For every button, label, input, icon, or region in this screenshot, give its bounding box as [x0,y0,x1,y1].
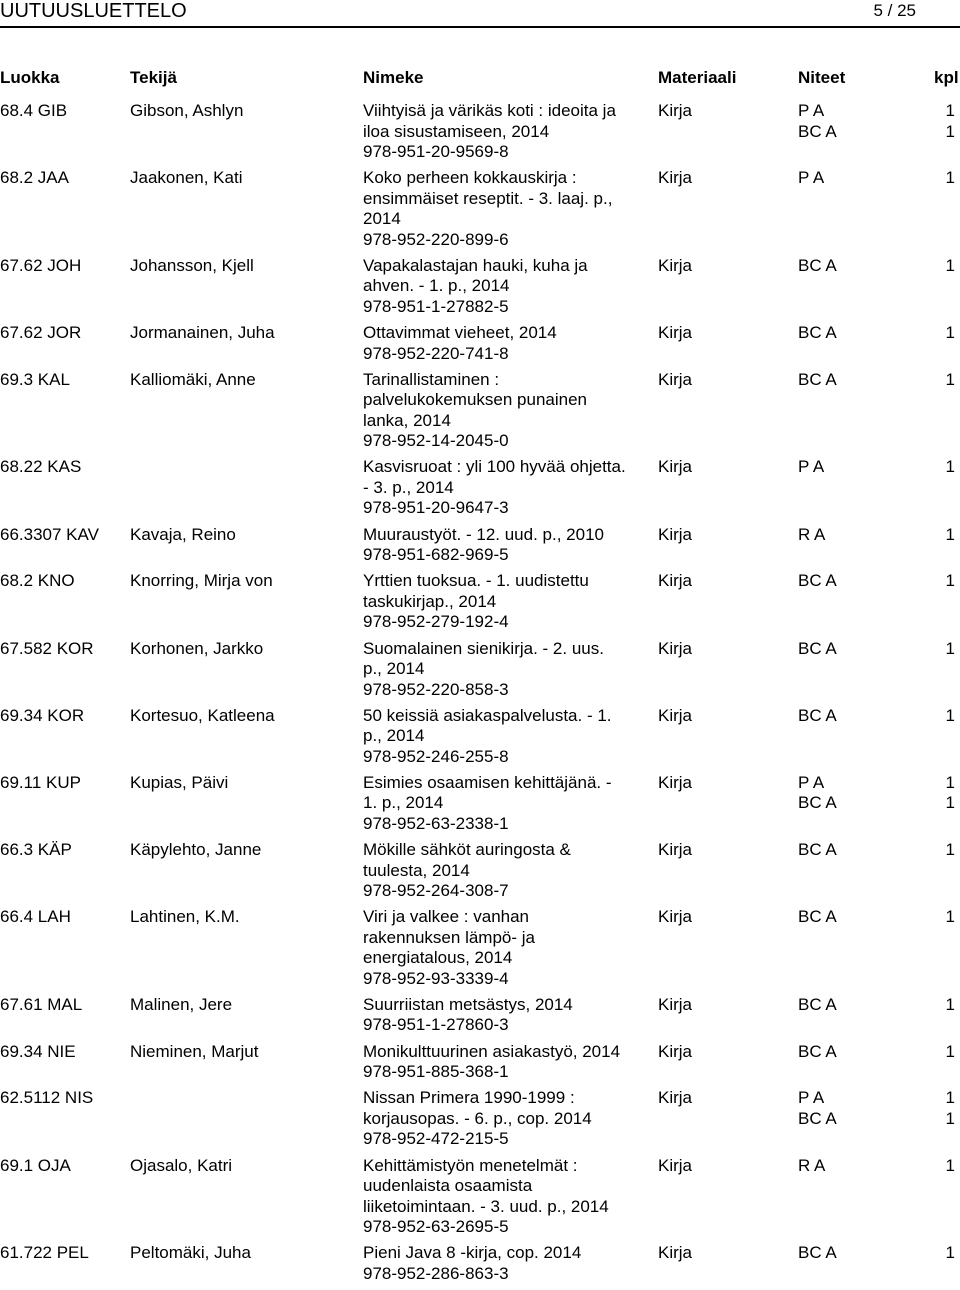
title-line: tuulesta, 2014 [363,860,470,880]
author: Malinen, Jere [130,994,233,1014]
title-line: Koko perheen kokkauskirja : [363,168,577,188]
class-code: 66.3 KÄP [0,840,72,860]
copies-location [798,840,938,861]
author: Ojasalo, Katri [130,1155,233,1175]
copy-count [935,1156,955,1177]
count-value: 1 [945,1155,955,1175]
material: Kirja [658,705,693,725]
copy-count [935,1088,955,1129]
location-code: BC A [798,1108,837,1128]
material: Kirja [658,323,693,343]
location-code: BC A [798,571,837,591]
location-code: BC A [798,1243,837,1263]
catalog-row [0,1088,960,1155]
document-title: UUTUUSLUETTELO [0,0,187,22]
author: Johansson, Kjell [130,255,254,275]
title [363,1156,648,1238]
material: Kirja [658,1041,693,1061]
author: Korhonen, Jarkko [130,638,264,658]
class-code: 68.22 KAS [0,457,82,477]
class-code: 69.11 KUP [0,772,81,792]
title-line: 50 keissiä asiakaspalvelusta. - 1. [363,705,612,725]
catalog-row [0,773,960,840]
material: Kirja [658,638,693,658]
title [363,525,648,566]
title-line: Esimies osaamisen kehittäjänä. - [363,772,612,792]
isbn: 978-952-264-308-7 [363,881,509,901]
location-code: P A [798,1088,825,1108]
isbn: 978-951-1-27860-3 [363,1015,509,1035]
copy-count [935,525,955,546]
title-line: Viri ja valkee : vanhan [363,907,530,927]
title [363,457,648,519]
count-value: 1 [945,1108,955,1128]
isbn: 978-952-472-215-5 [363,1129,509,1149]
author: Kalliomäki, Anne [130,369,256,389]
copy-count [935,323,955,344]
material: Kirja [658,101,693,120]
author: Kortesuo, Katleena [130,705,275,725]
title-line: 1. p., 2014 [363,793,444,813]
copy-count [935,706,955,727]
isbn: 978-952-14-2045-0 [363,431,509,451]
author: Jormanainen, Juha [130,323,275,343]
page-number: 5 / 25 [873,1,916,20]
location-code: BC A [798,840,837,860]
title-line: uudenlaista osaamista [363,1176,533,1195]
material: Kirja [658,255,693,275]
title [363,840,648,902]
material: Kirja [658,168,693,188]
catalog-row [0,525,960,572]
author: Käpylehto, Janne [130,840,262,860]
title [363,1042,648,1083]
isbn: 978-952-220-858-3 [363,679,509,699]
copy-count [935,840,955,861]
catalog-row [0,706,960,773]
title-line: lanka, 2014 [363,410,451,430]
material: Kirja [658,369,693,389]
count-value: 1 [945,369,955,389]
copy-count [935,571,955,592]
count-value: 1 [945,705,955,725]
column-header-nimeke: Nimeke [363,68,424,87]
isbn: 978-951-682-969-5 [363,545,509,565]
copies-location [798,457,938,478]
catalog-row [0,256,960,323]
copy-count [935,457,955,478]
catalog-list [0,101,960,1290]
class-code: 69.34 KOR [0,705,85,725]
class-code: 67.62 JOR [0,323,82,343]
material: Kirja [658,772,693,792]
title-line: ensimmäiset reseptit. - 3. laaj. p., [363,188,613,208]
title [363,773,648,835]
location-code: P A [798,168,825,188]
title-line: Nissan Primera 1990-1999 : [363,1088,575,1108]
title-line: palvelukokemuksen punainen [363,390,587,410]
location-code: P A [798,101,825,120]
count-value: 1 [945,793,955,813]
copies-location [798,639,938,660]
title-line: Vapakalastajan hauki, kuha ja [363,255,588,275]
location-code: R A [798,524,826,544]
copy-count [935,995,955,1016]
title-line: Viihtyisä ja värikäs koti : ideoita ja [363,101,616,120]
column-header-niteet: Niteet [798,68,846,87]
isbn: 978-952-220-899-6 [363,229,509,249]
isbn: 978-951-20-9647-3 [363,498,509,518]
author: Nieminen, Marjut [130,1041,259,1061]
title-line: - 3. p., 2014 [363,477,454,497]
title-line: iloa sisustamiseen, 2014 [363,121,550,141]
title-line: p., 2014 [363,659,425,678]
class-code: 67.62 JOH [0,255,82,275]
count-value: 1 [945,571,955,591]
column-header-materiaali: Materiaali [658,68,737,87]
count-value: 1 [945,1243,955,1263]
catalog-row [0,1243,960,1290]
title-line: Muuraustyöt. - 12. uud. p., 2010 [363,524,604,544]
class-code: 67.61 MAL [0,994,83,1014]
catalog-row [0,639,960,706]
isbn: 978-952-220-741-8 [363,343,509,363]
title-line: Yrttien tuoksua. - 1. uudistettu [363,571,589,591]
material: Kirja [658,1088,693,1108]
copies-location [798,1042,938,1063]
title-line: Suomalainen sienikirja. - 2. uus. [363,638,604,658]
class-code: 62.5112 NIS [0,1088,94,1108]
title-line: korjausopas. - 6. p., cop. 2014 [363,1108,592,1128]
class-code: 67.582 KOR [0,638,94,658]
isbn: 978-951-885-368-1 [363,1062,509,1082]
material: Kirja [658,1155,693,1175]
count-value: 1 [945,168,955,188]
title [363,1243,648,1284]
copies-location [798,571,938,592]
location-code: BC A [798,255,837,275]
title [363,370,648,452]
catalog-row [0,1042,960,1089]
header-rule [0,26,960,28]
copies-location [798,256,938,277]
author: Gibson, Ashlyn [130,101,244,120]
title-line: Monikulttuurinen asiakastyö, 2014 [363,1041,621,1061]
class-code: 68.4 GIB [0,101,68,120]
title-line: rakennuksen lämpö- ja [363,927,535,947]
copies-location [798,1156,938,1177]
material: Kirja [658,571,693,591]
location-code: BC A [798,1041,837,1061]
copy-count [935,1243,955,1264]
material: Kirja [658,840,693,860]
location-code: BC A [798,994,837,1014]
title-line: liiketoimintaan. - 3. uud. p., 2014 [363,1196,609,1216]
catalog-row [0,323,960,370]
count-value: 1 [945,907,955,927]
catalog-row [0,995,960,1042]
title-line: Suurriistan metsästys, 2014 [363,994,573,1014]
title-line: ahven. - 1. p., 2014 [363,276,510,296]
author: Kavaja, Reino [130,524,236,544]
title [363,995,648,1036]
count-value: 1 [945,1041,955,1061]
material: Kirja [658,994,693,1014]
column-header-tekija: Tekijä [130,68,177,87]
location-code: P A [798,772,825,792]
class-code: 69.3 KAL [0,369,70,389]
copy-count [935,101,955,142]
class-code: 66.4 LAH [0,907,71,927]
author: Knorring, Mirja von [130,571,273,591]
class-code: 66.3307 KAV [0,524,99,544]
title [363,907,648,989]
count-value: 1 [945,994,955,1014]
location-code: BC A [798,907,837,927]
location-code: BC A [798,121,837,141]
copy-count [935,907,955,928]
title [363,101,648,163]
title-line: Mökille sähköt auringosta & [363,840,571,860]
copy-count [935,370,955,391]
count-value: 1 [945,121,955,141]
isbn: 978-952-93-3339-4 [363,968,509,988]
location-code: BC A [798,638,837,658]
count-value: 1 [945,323,955,343]
title-line: Kehittämistyön menetelmät : [363,1155,578,1175]
copy-count [935,1042,955,1063]
copies-location [798,773,938,814]
copy-count [935,256,955,277]
title-line: Ottavimmat vieheet, 2014 [363,323,557,343]
copies-location [798,706,938,727]
copies-location [798,995,938,1016]
title-line: Tarinallistaminen : [363,369,500,389]
copies-location [798,370,938,391]
column-header-luokka: Luokka [0,68,60,87]
class-code: 68.2 KNO [0,571,75,591]
count-value: 1 [945,1088,955,1108]
catalog-row [0,1156,960,1244]
isbn: 978-952-286-863-3 [363,1263,509,1283]
material: Kirja [658,524,693,544]
page-header [0,0,960,24]
count-value: 1 [945,638,955,658]
author: Lahtinen, K.M. [130,907,240,927]
copy-count [935,168,955,189]
catalog-row [0,370,960,458]
isbn: 978-952-279-192-4 [363,612,509,632]
material: Kirja [658,907,693,927]
isbn: 978-952-63-2338-1 [363,813,509,833]
class-code: 69.1 OJA [0,1155,71,1175]
catalog-row [0,840,960,907]
title-line: p., 2014 [363,726,425,746]
copies-location [798,907,938,928]
location-code: BC A [798,323,837,343]
column-header-kpl: kpl [934,68,959,87]
isbn: 978-951-20-9569-8 [363,142,509,161]
title-line: taskukirjap., 2014 [363,591,497,611]
location-code: P A [798,457,825,477]
catalog-row [0,101,960,168]
location-code: BC A [798,793,837,813]
copies-location [798,1243,938,1264]
location-code: BC A [798,369,837,389]
title [363,571,648,633]
catalog-row [0,168,960,256]
copies-location [798,323,938,344]
title [363,1088,648,1150]
count-value: 1 [945,524,955,544]
copies-location [798,168,938,189]
count-value: 1 [945,840,955,860]
title [363,639,648,701]
title-line: Pieni Java 8 -kirja, cop. 2014 [363,1243,582,1263]
author: Kupias, Päivi [130,772,229,792]
title [363,256,648,318]
count-value: 1 [945,772,955,792]
class-code: 69.34 NIE [0,1041,76,1061]
class-code: 68.2 JAA [0,168,69,188]
copies-location [798,1088,938,1129]
isbn: 978-952-63-2695-5 [363,1217,509,1236]
catalog-row [0,457,960,524]
isbn: 978-951-1-27882-5 [363,296,509,316]
material: Kirja [658,457,693,477]
title-line: energiatalous, 2014 [363,948,513,968]
copies-location [798,101,938,142]
copies-location [798,525,938,546]
title [363,706,648,768]
isbn: 978-952-246-255-8 [363,746,509,766]
author: Jaakonen, Kati [130,168,243,188]
count-value: 1 [945,457,955,477]
class-code: 61.722 PEL [0,1243,89,1263]
material: Kirja [658,1243,693,1263]
count-value: 1 [945,101,955,120]
count-value: 1 [945,255,955,275]
title [363,323,648,364]
copy-count [935,639,955,660]
catalog-row [0,571,960,638]
title-line: Kasvisruoat : yli 100 hyvää ohjetta. [363,457,626,477]
location-code: BC A [798,705,837,725]
author: Peltomäki, Juha [130,1243,251,1263]
catalog-row [0,907,960,995]
copy-count [935,773,955,814]
location-code: R A [798,1155,826,1175]
title-line: 2014 [363,209,401,229]
title [363,168,648,250]
